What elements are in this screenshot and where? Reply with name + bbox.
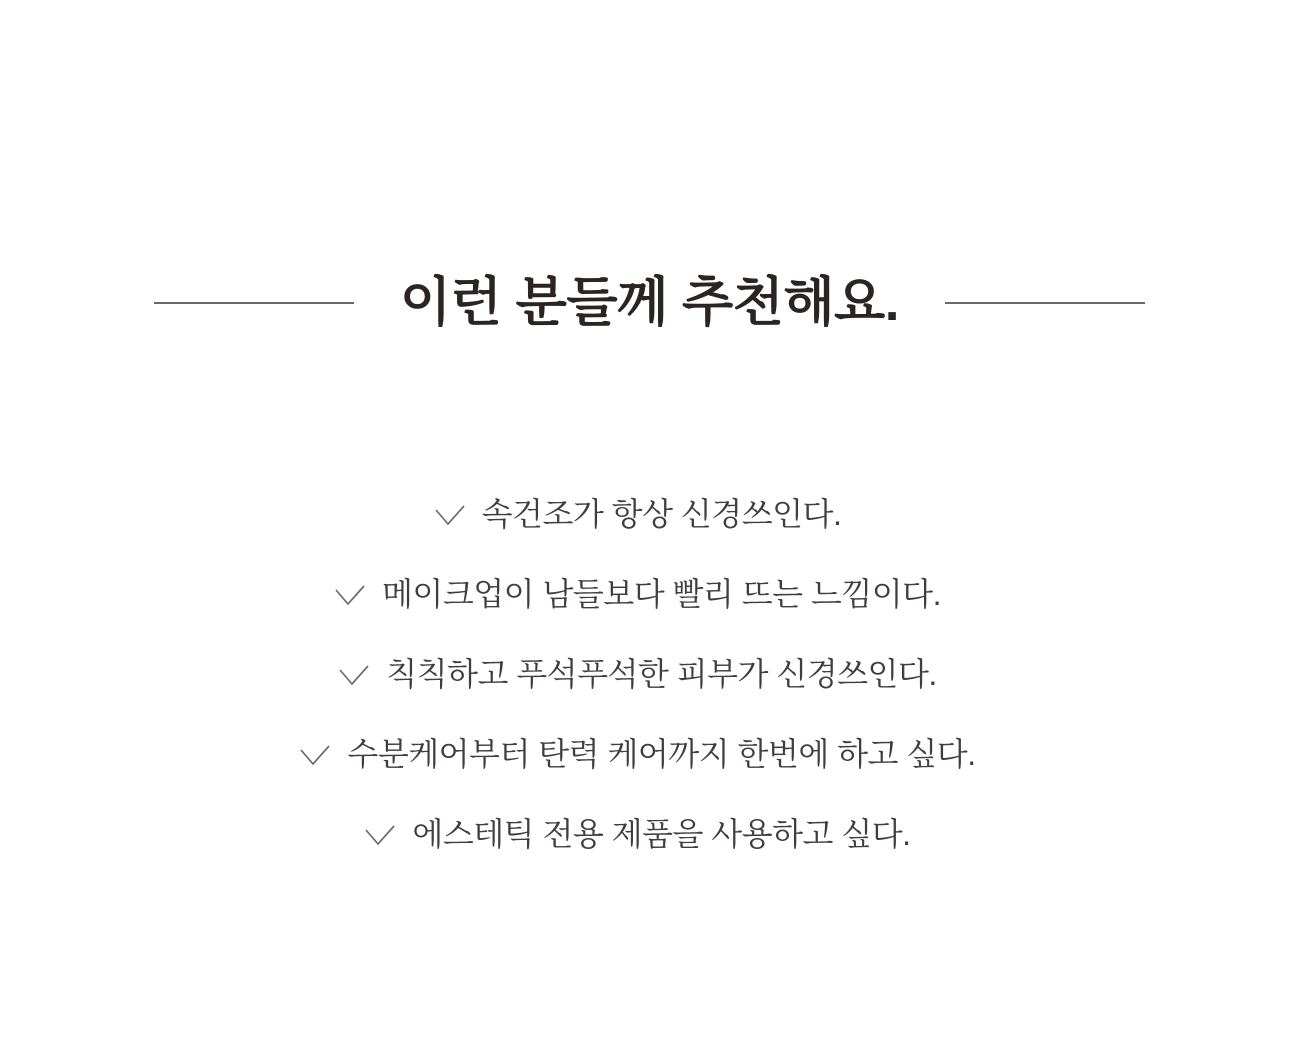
list-item [364, 813, 910, 857]
recommendation-list [0, 493, 1299, 857]
list-item-text: 에스테틱 전용 제품을 사용하고 싶다. [412, 816, 911, 853]
list-item-text: 칙칙하고 푸석푸석한 피부가 신경쓰인다. [386, 656, 937, 693]
list-item-text: 속건조가 항상 신경쓰인다. [481, 496, 842, 533]
check-icon [434, 503, 466, 527]
list-item [338, 653, 937, 697]
title-divider-left [154, 302, 354, 304]
list-item-text: 메이크업이 남들보다 빨리 뜨는 느낌이다. [382, 576, 941, 613]
list-item [299, 733, 975, 777]
list-item [434, 493, 842, 537]
section-header [0, 234, 1299, 371]
check-icon [338, 663, 370, 687]
check-icon [299, 743, 331, 767]
list-item-text: 수분케어부터 탄력 케어까지 한번에 하고 싶다. [347, 736, 976, 773]
check-icon [364, 823, 396, 847]
check-icon [334, 583, 366, 607]
title-divider-right [945, 302, 1145, 304]
list-item [334, 573, 941, 617]
page-title: 이런 분들께 추천해요. [400, 272, 899, 332]
